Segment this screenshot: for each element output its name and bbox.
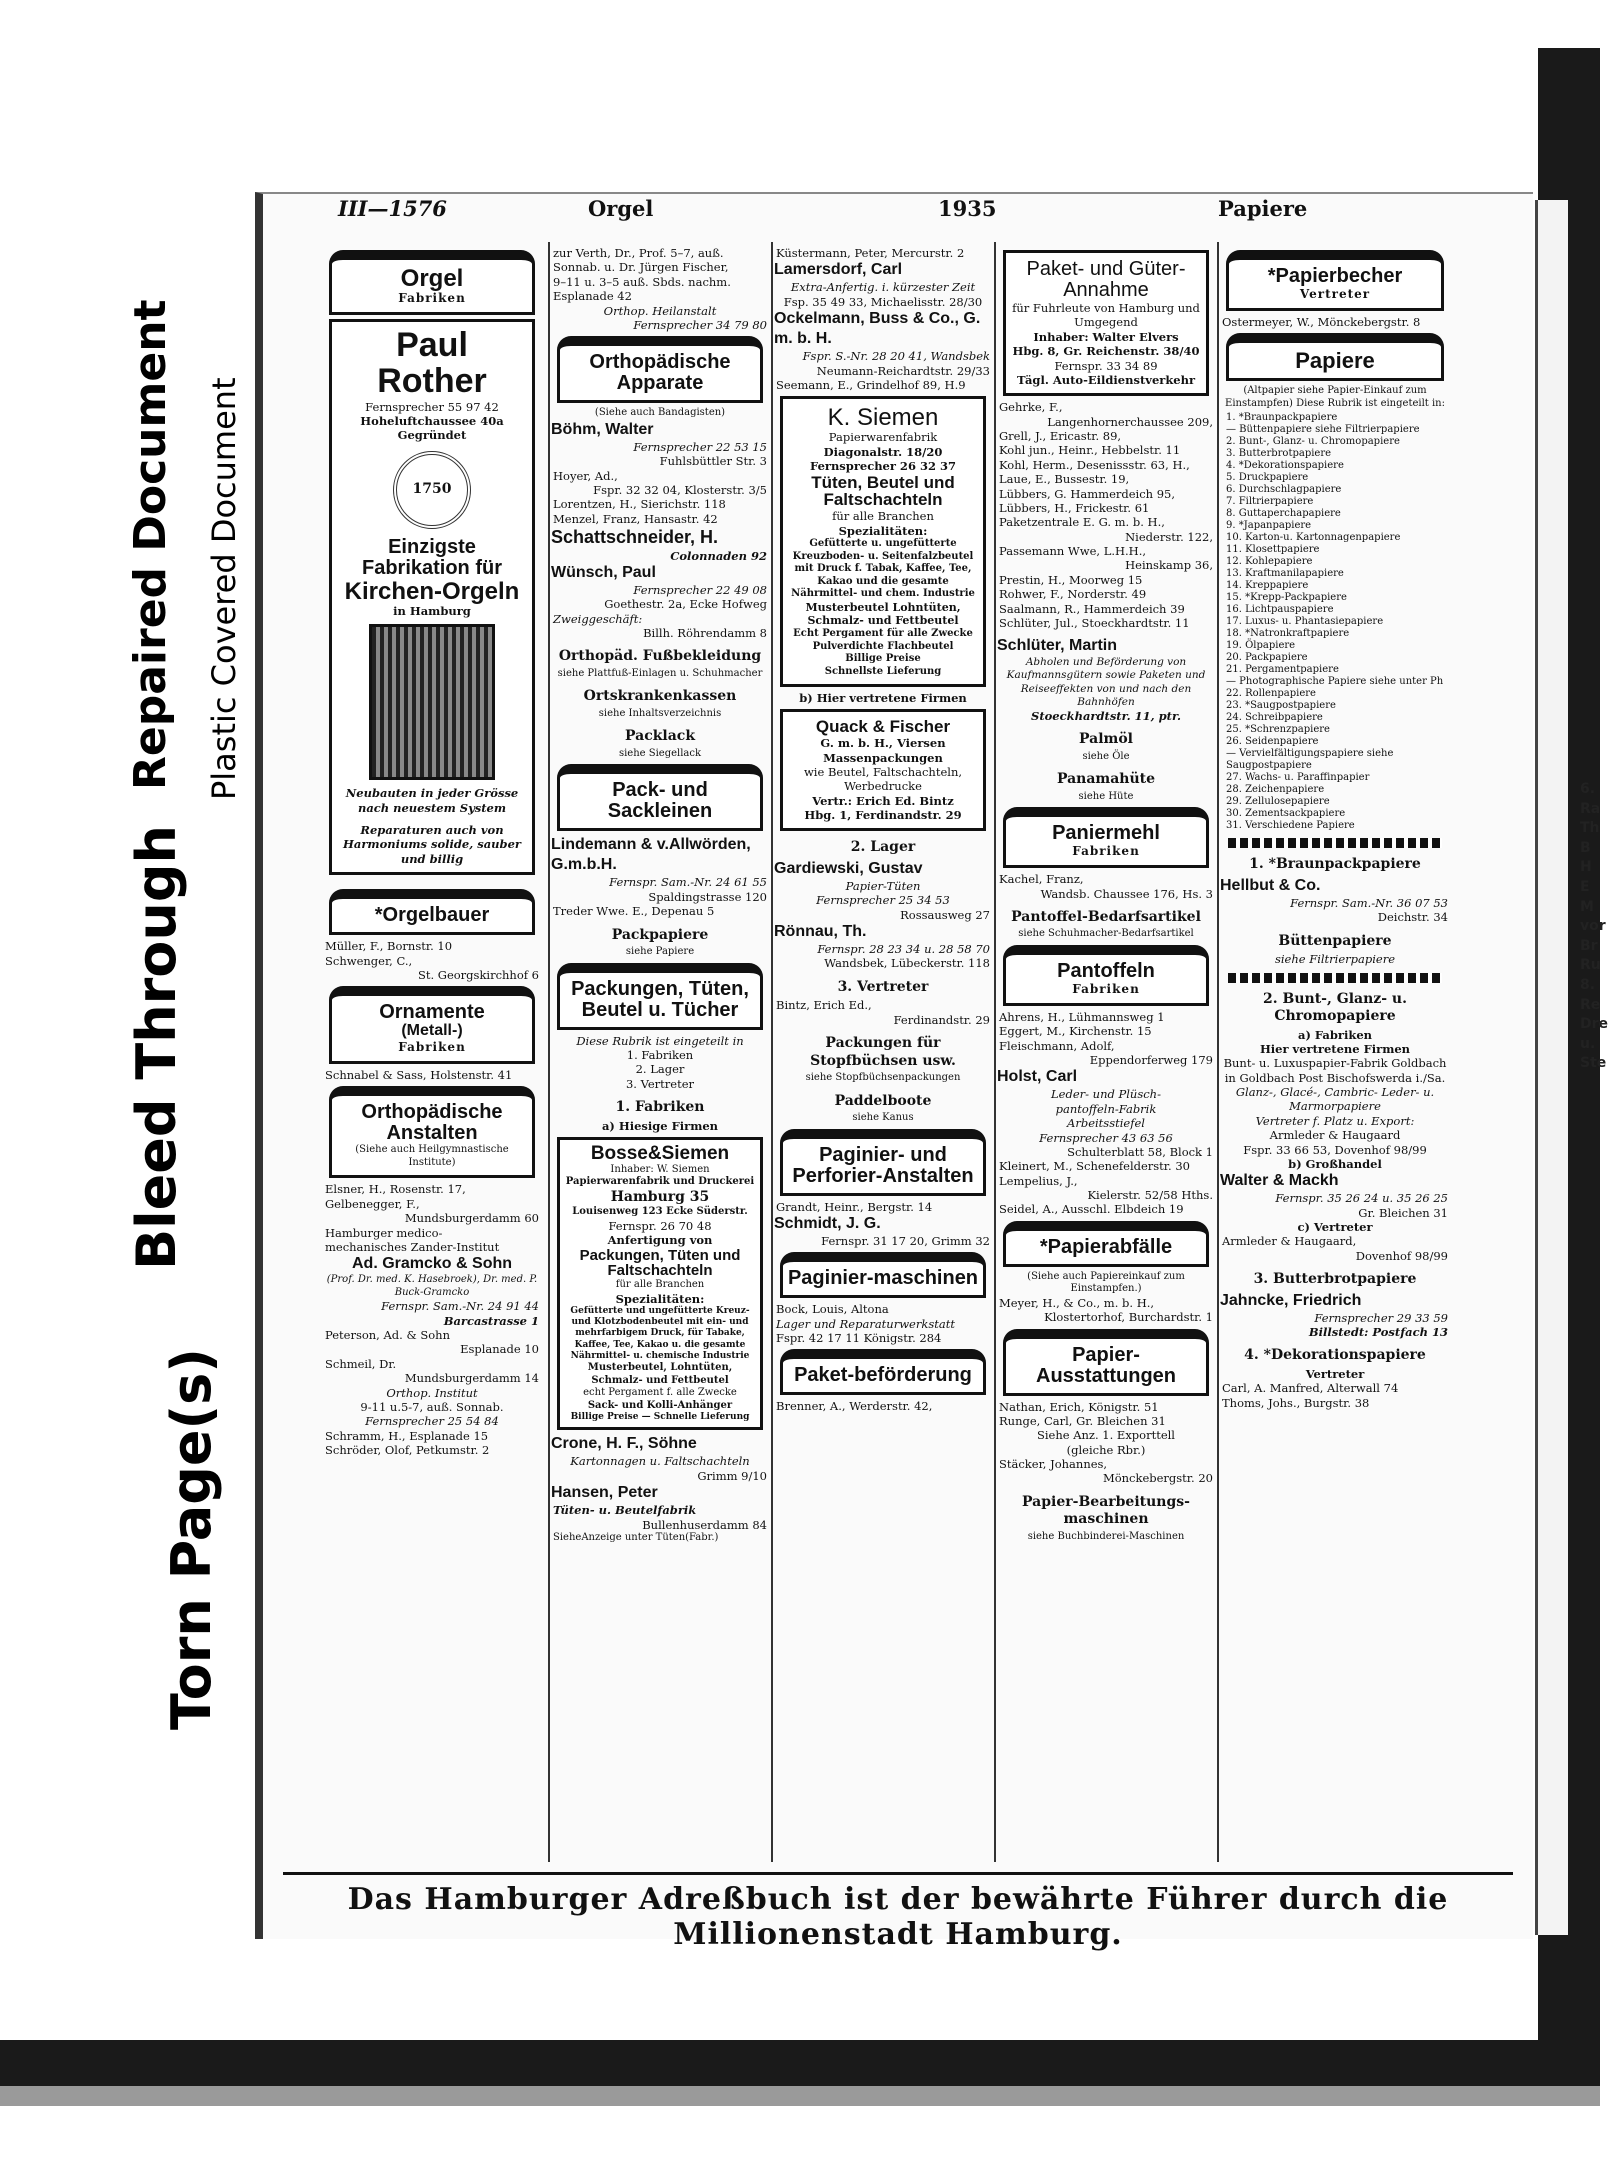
heading-papierabfaelle: *Papierabfälle bbox=[1003, 1221, 1209, 1267]
header-year: 1935 bbox=[938, 196, 997, 221]
facing-page-edge bbox=[1535, 200, 1568, 1935]
papiere-category-list: 1. *Braunpackpapiere — Büttenpapiere siehe Filtrierpapiere 2. Bunt-, Glanz- u. Chromopapiere 3. Butterbrotpapiere 4. *Dekorationspapiere 5. Druckpapiere 6. Durchschlagpapiere 7. Filtrierpapiere 8. Guttaperchapapiere 9. *Japanpapiere 10. Karton-u. Kartonnagenpapiere 11. Klosettpapiere 12. Kohlepapiere 13. Kraftmanilapapiere 14. Kreppapiere 15. *Krepp-Packpapiere 16. Lichtpauspapiere 17. Luxus- u. Phantasiepapiere 18. *Natronkraftpapiere 19. Ölpapiere 20. Packpapiere 21. Pergamentpapiere — Photographische Papiere siehe unter Ph 22. Rollenpapiere 23. *Saugpostpapiere 24. Schreibpapiere 25. *Schrenzpapiere 26. Seidenpapiere — Vervielfältigungspapiere siehe Saugpostpapiere 27. Wachs- u. Paraffinpapier 28. Zeichenpapiere 29. Zellulosepapiere 30. Zementsackpapiere 31. Verschiedene Papiere bbox=[1226, 412, 1444, 832]
page-header bbox=[338, 196, 1468, 224]
laurel-wreath-icon: 1750 bbox=[393, 451, 471, 529]
scan-bottom-edge bbox=[0, 2040, 1600, 2086]
ornamental-divider bbox=[1228, 973, 1442, 983]
column-rule bbox=[548, 242, 550, 1862]
column-5: *Papierbecher Vertreter Ostermeyer, W., Mönckebergstr. 8 Papiere (Altpapier siehe Papier-Einkauf zum Einstampfen) Diese Rubrik ist eingeteilt in: 1. *Braunpackpapiere — Büttenpapiere siehe Filtrierpapiere 2. Bunt-, Glanz- u. Chromopapiere 3. Butterbrotpapiere 4. *Dekorationspapiere 5. Druckpapiere 6. Durchschlagpapiere 7. Filtrierpapiere 8. Guttaperchapapiere 9. *Japanpapiere 10. Karton-u. Kartonnagenpapiere 11. Klosettpapiere 12. Kohlepapiere 13. Kraftmanilapapiere 14. Kreppapiere 15. *Krepp-Packpapiere 16. Lichtpauspapiere 17. Luxus- u. Phantasiepapiere 18. *Natronkraftpapiere 19. Ölpapiere 20. Packpapiere 21. Pergamentpapiere — Photographische Papiere siehe unter Ph 22. Rollenpapiere 23. *Saugpostpapiere 24. Schreibpapiere 25. *Schrenzpapiere 26. Seidenpapiere — Vervielfältigungspapiere siehe Saugpostpapiere 27. Wachs- u. Paraffinpapier 28. Zeichenpapiere 29. Zellulosepapiere 30. Zementsackpapiere 31. Verschiedene Papiere 1. *Braunpackpapiere Hellbut & Co. Fernspr. Sam.-Nr. 36 07 53 Deichstr. 34 Büttenpapiere siehe Filtrierpapiere 2. Bunt-, Glanz- u. Chromopapiere a) Fabriken Hier vertretene Firmen Bunt- u. Luxuspapier-Fabrik Goldbach in Goldbach Post Bischofswerda i./Sa. Glanz-, Glacé-, Cambric- Leder- u. Marmorpapiere Vertreter f. Platz u. Export: Armleder & Haugaard Fspr. 33 66 53, Dovenhof 98/99 b) Großhandel Walter & Mackh Fernspr. 35 26 24 u. 35 26 25 Gr. Bleichen 31 c) Vertreter Armleder & Haugaard, Dovenhof 98/99 3. Butterbrotpapiere Jahncke, Friedrich Fernsprecher 29 33 59 Billstedt: Postfach 13 4. *Dekorationspapiere Vertreter Carl, A. Manfred, Alterwall 74 Thoms, Johs., Burgstr. 38 bbox=[1220, 246, 1450, 1866]
heading-papiere: Papiere bbox=[1226, 333, 1444, 381]
directory-page bbox=[255, 192, 1533, 1952]
heading-papier-ausstattungen: Papier-Ausstattungen bbox=[1003, 1329, 1209, 1396]
heading-paketbefoerderung: Paket-beförderung bbox=[780, 1349, 986, 1395]
column-4: Paket- und Güter-Annahme für Fuhrleute von Hamburg und Umgegend Inhaber: Walter Elvers Hbg. 8, Gr. Reichenstr. 38/40 Fernspr. 33 34 89 Tägl. Auto-Eildienstverkehr Gehrke, F., Langenhornerchaussee 209, Grell, J., Ericastr. 89, Kohl jun., Heinr., Hebbelstr. 11 Kohl, Herm., Desenissstr. 63, H., Laue, E., Bussestr. 19, Lübbers, G. Hammerdeich 95, Lübbers, H., Frickestr. 61 Paketzentrale E. G. m. b. H., Niederstr. 122, Passemann Wwe, L.H.H., Heinskamp 36, Prestin, H., Moorweg 15 Rohwer, F., Norderstr. 49 Saalmann, R., Hammerdeich 39 Schlüter, Jul., Stoeckhardtstr. 11 Schlüter, Martin Abholen und Beförderung von Kaufmannsgütern sowie Paketen und Reiseeffekten von und nach den Bahnhöfen Stoeckhardtstr. 11, ptr. Palmöl siehe Öle Panamahüte siehe Hüte Paniermehl Fabriken Kachel, Franz, Wandsb. Chaussee 176, Hs. 3 Pantoffel-Bedarfsartikel siehe Schuhmacher-Bedarfsartikel Pantoffeln Fabriken Ahrens, H., Lühmannsweg 1 Eggert, M., Kirchenstr. 15 Fleischmann, Adolf, Eppendorferweg 179 Holst, Carl Leder- und Plüsch- pantoffeln-Fabrik Arbeitsstiefel Fernsprecher 43 63 56 Schulterblatt 58, Block 1 Kleinert, M., Schenefelderstr. 30 Lempelius, J., Kielerstr. 52/58 Hths. Seidel, A., Ausschl. Elbdeich 19 *Papierabfälle (Siehe auch Papiereinkauf zum Einstampfen.) Meyer, H., & Co., m. b. H., Klostertorhof, Burchardstr. 1 Papier-Ausstattungen Nathan, Erich, Königstr. 51 Runge, Carl, Gr. Bleichen 31 Siehe Anz. 1. Exporttell (gleiche Rbr.) Stäcker, Johannes, Mönckebergstr. 20 Papier-Bearbeitungs-maschinen siehe Buchbinderei-Maschinen bbox=[997, 246, 1215, 1866]
heading-papierbecher: *Papierbecher Vertreter bbox=[1226, 250, 1444, 311]
facing-page-fragments: 6. Ra Th B H E M vor Br Ru 8. Re Dre u. Ste bbox=[1580, 781, 1608, 1072]
heading-ornamente: Ornamente (Metall-) Fabriken bbox=[329, 986, 535, 1064]
column-1: Orgel Fabriken Paul Rother Fernsprecher 55 97 42 Hoheluftchaussee 40a Gegründet 1750 Einzigste Fabrikation für Kirchen-Orgeln in Hamburg Neubauten in jeder Grösse nach neuestem System Reparaturen auch von Harmoniums solide, sauber und billig *Orgelbauer Müller, F., Bornstr. 10 Schwenger, C., St. Georgskirchhof 6 Ornamente (Metall-) Fabriken Schnabel & Sass, Holstenstr. 41 Orthopädische Anstalten (Siehe auch Heilgymnastische Institute) Elsner, H., Rosenstr. 17, Gelbenegger, F., Mundsburgerdamm 60 Hamburger medico- mechanisches Zander-Institut Ad. Gramcko & Sohn (Prof. Dr. med. K. Hasebroek), Dr. med. P. Buck-Gramcko Fernspr. Sam.-Nr. 24 91 44 Barcastrasse 1 Peterson, Ad. & Sohn Esplanade 10 Schmeil, Dr. Mundsburgerdamm 14 Orthop. Institut 9-11 u.5-7, auß. Sonnab. Fernsprecher 25 54 84 Schramm, H., Esplanade 15 Schröder, Olof, Petkumstr. 2 bbox=[323, 246, 541, 1866]
heading-paginier-anstalten: Paginier- und Perforier-Anstalten bbox=[780, 1129, 986, 1196]
ornamental-divider bbox=[1228, 838, 1442, 848]
heading-orthopaedische-anstalten: Orthopädische Anstalten (Siehe auch Heilgymnastische Institute) bbox=[329, 1086, 535, 1178]
label-repaired-document: Repaired Document bbox=[125, 299, 176, 790]
heading-paniermehl: Paniermehl Fabriken bbox=[1003, 807, 1209, 868]
heading-orgelbauer: *Orgelbauer bbox=[329, 889, 535, 935]
ad-quack-fischer: Quack & Fischer G. m. b. H., Viersen Massenpackungen wie Beutel, Faltschachteln, Werbedrucke Vertr.: Erich Ed. Bintz Hbg. 1, Ferdinandstr. 29 bbox=[780, 709, 986, 831]
column-rule bbox=[1217, 242, 1219, 1862]
footer-rule bbox=[283, 1872, 1513, 1875]
ad-paul-rother: Paul Rother Fernsprecher 55 97 42 Hoheluftchaussee 40a Gegründet 1750 Einzigste Fabrikation für Kirchen-Orgeln in Hamburg Neubauten in jeder Grösse nach neuestem System Reparaturen auch von Harmoniums solide, sauber und billig bbox=[329, 319, 535, 875]
ad-bosse-siemen: Bosse&Siemen Inhaber: W. Siemen Papierwarenfabrik und Druckerei Hamburg 35 Louisenweg 123 Ecke Süderstr. Fernspr. 26 70 48 Anfertigung von Packungen, Tüten und Faltschachteln für alle Branchen Spezialitäten: Gefütterte und ungefütterte Kreuz- und Klotzbodenbeutel mit ein- und mehrfarbigem Druck, für Tabake, Kaffee, Tee, Kakao u. die gesamte Nährmittel- u. chemische Industrie Musterbeutel, Lohntüten, Schmalz- und Fettbeutel echt Pergament f. alle Zwecke Sack- und Kolli-Anhänger Billige Preise — Schnelle Lieferung bbox=[557, 1137, 763, 1431]
footer-slogan: Das Hamburger Adreßbuch ist der bewährte Führer durch die Millionenstadt Hamburg. bbox=[347, 1882, 1449, 1952]
heading-packungen: Packungen, Tüten, Beutel u. Tücher bbox=[557, 963, 763, 1030]
church-organ-illustration bbox=[369, 624, 495, 780]
column-3: Küstermann, Peter, Mercurstr. 2 Lamersdorf, Carl Extra-Anfertig. i. kürzester Zeit Fsp. 35 49 33, Michaelisstr. 28/30 Ockelmann, Buss & Co., G. m. b. H. Fspr. S.-Nr. 28 20 41, Wandsbek Neumann-Reichardtstr. 29/33 Seemann, E., Grindelhof 89, H.9 K. Siemen Papierwarenfabrik Diagonalstr. 18/20 Fernsprecher 26 32 37 Tüten, Beutel und Faltschachteln für alle Branchen Spezialitäten: Gefütterte u. ungefütterte Kreuzboden- u. Seitenfalzbeutel mit Druck f. Tabak, Kaffee, Tee, Kakao und die gesamte Nährmittel- und chem. Industrie Musterbeutel Lohntüten, Schmalz- und Fettbeutel Echt Pergament für alle Zwecke Pulverdichte Flachbeutel Billige Preise Schnellste Lieferung b) Hier vertretene Firmen Quack & Fischer G. m. b. H., Viersen Massenpackungen wie Beutel, Faltschachteln, Werbedrucke Vertr.: Erich Ed. Bintz Hbg. 1, Ferdinandstr. 29 2. Lager Gardiewski, Gustav Papier-Tüten Fernsprecher 25 34 53 Rossausweg 27 Rönnau, Th. Fernspr. 28 23 34 u. 28 58 70 Wandsbek, Lübeckerstr. 118 3. Vertreter Bintz, Erich Ed., Ferdinandstr. 29 Packungen für Stopfbüchsen usw. siehe Stopfbüchsenpackungen Paddelboote siehe Kanus Paginier- und Perforier-Anstalten Grandt, Heinr., Bergstr. 14 Schmidt, J. G. Fernspr. 31 17 20, Grimm 32 Paginier-maschinen Bock, Louis, Altona Lager und Reparaturwerkstatt Fspr. 42 17 11 Königstr. 284 Paket-beförderung Brenner, A., Werderstr. 42, bbox=[774, 246, 990, 1414]
label-torn-pages: Torn Page(s) bbox=[160, 1348, 223, 1730]
column-rule bbox=[994, 242, 996, 1862]
heading-pantoffeln: Pantoffeln Fabriken bbox=[1003, 945, 1209, 1006]
ad-gueter-annahme: Paket- und Güter-Annahme für Fuhrleute von Hamburg und Umgegend Inhaber: Walter Elvers Hbg. 8, Gr. Reichenstr. 38/40 Fernspr. 33 34 89 Tägl. Auto-Eildienstverkehr bbox=[1003, 250, 1209, 396]
label-bleed-through: Bleed Through bbox=[125, 825, 188, 1270]
heading-paginiermaschinen: Paginier-maschinen bbox=[780, 1252, 986, 1298]
entry-gramcko: Ad. Gramcko & Sohn bbox=[351, 1255, 513, 1273]
heading-pack-sackleinen: Pack- und Sackleinen bbox=[557, 764, 763, 831]
heading-orthopaedische-apparate: Orthopädische Apparate bbox=[557, 336, 763, 403]
scan-bottom-shadow bbox=[0, 2086, 1600, 2106]
page-number: III—1576 bbox=[338, 196, 447, 221]
header-right-word: Papiere bbox=[1218, 196, 1308, 221]
ad-k-siemen: K. Siemen Papierwarenfabrik Diagonalstr. 18/20 Fernsprecher 26 32 37 Tüten, Beutel und Faltschachteln für alle Branchen Spezialitäten: Gefütterte u. ungefütterte Kreuzboden- u. Seitenfalzbeutel mit Druck f. Tabak, Kaffee, Tee, Kakao und die gesamte Nährmittel- und chem. Industrie Musterbeutel Lohntüten, Schmalz- und Fettbeutel Echt Pergament für alle Zwecke Pulverdichte Flachbeutel Billige Preise Schnellste Lieferung bbox=[780, 396, 986, 687]
heading-orgel: Orgel Fabriken bbox=[329, 250, 535, 315]
label-plastic-covered: Plastic Covered Document bbox=[205, 377, 243, 800]
column-rule bbox=[771, 242, 773, 1862]
column-2: zur Verth, Dr., Prof. 5–7, auß. Sonnab. u. Dr. Jürgen Fischer, 9–11 u. 3–5 auß. Sbds. nachm. Esplanade 42 Orthop. Heilanstalt Fernsprecher 34 79 80 Orthopädische Apparate (Siehe auch Bandagisten) Böhm, Walter Fernsprecher 22 53 15 Fuhlsbüttler Str. 3 Hoyer, Ad., Fspr. 32 32 04, Klosterstr. 3/5 Lorentzen, H., Sierichstr. 118 Menzel, Franz, Hansastr. 42 Schattschneider, H. Colonnaden 92 Wünsch, Paul Fernsprecher 22 49 08 Goethestr. 2a, Ecke Hofweg Zweiggeschäft: Billh. Röhrendamm 8 Orthopäd. Fußbekleidung siehe Plattfuß-Einlagen u. Schuhmacher Ortskrankenkassen siehe Inhaltsverzeichnis Packlack siehe Siegellack Pack- und Sackleinen Lindemann & v.Allwörden, G.m.b.H. Fernspr. Sam.-Nr. 24 61 55 Spaldingstrasse 120 Treder Wwe. E., Depenau 5 Packpapiere siehe Papiere Packungen, Tüten, Beutel u. Tücher Diese Rubrik ist eingeteilt in 1. Fabriken 2. Lager 3. Vertreter 1. Fabriken a) Hiesige Firmen Bosse&Siemen Inhaber: W. Siemen Papierwarenfabrik und Druckerei Hamburg 35 Louisenweg 123 Ecke Süderstr. Fernspr. 26 70 48 Anfertigung von Packungen, Tüten und Faltschachteln für alle Branchen Spezialitäten: Gefütterte und ungefütterte Kreuz- und Klotzbodenbeutel mit ein- und mehrfarbigem Druck, für Tabake, Kaffee, Tee, Kakao u. die gesamte Nährmittel- u. chemische Industrie Musterbeutel, Lohntüten, Schmalz- und Fettbeutel echt Pergament f. alle Zwecke Sack- und Kolli-Anhänger Billige Preise — Schnelle Lieferung Crone, H. F., Söhne Kartonnagen u. Faltschachteln Grimm 9/10 Hansen, Peter Tüten- u. Beutelfabrik Bullenhuserdamm 84 SieheAnzeige unter Tüten(Fabr.) bbox=[551, 246, 767, 1543]
header-left-word: Orgel bbox=[588, 196, 654, 221]
